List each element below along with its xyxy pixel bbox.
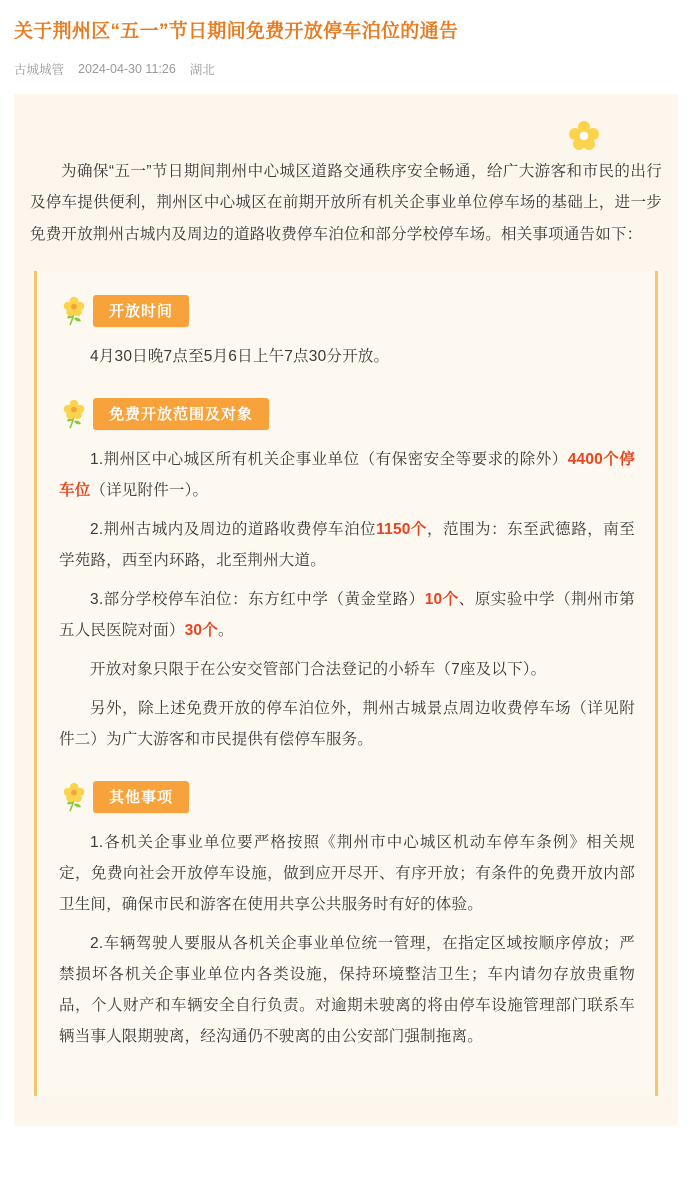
section-paragraph	[59, 341, 635, 372]
text-run: 、原实验中学（荆州市第五人民医院对面）	[59, 590, 635, 639]
card-footer-spacer	[51, 1060, 641, 1074]
section-header-scope	[61, 398, 641, 430]
article-meta	[14, 60, 678, 78]
flower-icon	[61, 782, 87, 812]
text-run: 3.部分学校停车泊位：东方红中学（黄金堂路）	[90, 590, 425, 608]
text-run: 2.车辆驾驶人要服从各机关企事业单位统一管理，在指定区域按顺序停放；严禁损坏各机关企事业单位内各类设施，保持环境整洁卫生；车内请勿存放贵重物品，个人财产和车辆安全自行负责。对逾期未驶离的将由停车设施管理部门联系车辆当事人限期驶离，经沟通仍不驶离的由公安部门强制拖离。	[59, 934, 635, 1045]
section-paragraph	[59, 514, 635, 576]
meta-datetime: 2024-04-30 11:26	[78, 61, 176, 76]
text-run: 另外，除上述免费开放的停车泊位外，荆州古城景点周边收费停车场（详见附件二）为广大游客和市民提供有偿停车服务。	[59, 699, 635, 748]
flower-icon	[61, 296, 87, 326]
text-run: 。	[217, 621, 234, 639]
article-body	[14, 94, 678, 1126]
page-title: 关于荆州区“五一”节日期间免费开放停车泊位的通告	[14, 21, 459, 42]
flower-icon	[61, 399, 87, 429]
text-run: 2.荆州古城内及周边的道路收费停车泊位	[90, 520, 377, 538]
highlight-run: 10个	[424, 590, 459, 608]
section-label: 开放时间	[93, 295, 189, 327]
text-run: ，范围为：东至武德路，南至学苑路，西至内环路，北至荆州大道。	[59, 520, 635, 569]
section-paragraph	[59, 654, 635, 685]
article-header	[0, 0, 692, 78]
text-run: 1.各机关企事业单位要严格按照《荆州市中心城区机动车停车条例》相关规定，免费向社会开放停车设施，做到应开尽开、有序开放；有条件的免费开放内部卫生间，确保市民和游客在使用共享公共服务时有好的体验。	[59, 833, 635, 913]
section-paragraph	[59, 693, 635, 755]
section-header-other	[61, 781, 641, 813]
section-paragraph	[59, 584, 635, 646]
highlight-run: 30个	[184, 621, 218, 639]
section-label: 其他事项	[93, 781, 189, 813]
intro-paragraph: 为确保“五一”节日期间荆州中心城区道路交通秩序安全畅通，给广大游客和市民的出行及停车提供便利，荆州区中心城区在前期开放所有机关企事业单位停车场的基础上，进一步免费开放荆州古城内及周边的道路收费停车泊位和部分学校停车场。相关事项通告如下：	[30, 162, 662, 244]
meta-location: 湖北	[189, 62, 215, 77]
section-paragraph	[59, 444, 635, 506]
flower-decoration-icon	[568, 120, 600, 152]
highlight-run: 1150个	[376, 520, 427, 538]
section-paragraph	[59, 928, 635, 1052]
highlight-run: 4400个停车位	[59, 450, 635, 499]
text-run: 4月30日晚7点至5月6日上午7点30分开放。	[90, 347, 390, 365]
text-run: 1.荆州区中心城区所有机关企事业单位（有保密安全等要求的除外）	[90, 450, 568, 468]
text-run: （详见附件一）。	[90, 481, 209, 499]
section-paragraph	[59, 827, 635, 920]
text-run: 开放对象只限于在公安交管部门合法登记的小轿车（7座及以下）。	[90, 660, 547, 678]
section-label: 免费开放范围及对象	[93, 398, 269, 430]
section-header-open-time	[61, 295, 641, 327]
notice-card	[34, 271, 658, 1096]
meta-source: 古城城管	[14, 62, 65, 77]
